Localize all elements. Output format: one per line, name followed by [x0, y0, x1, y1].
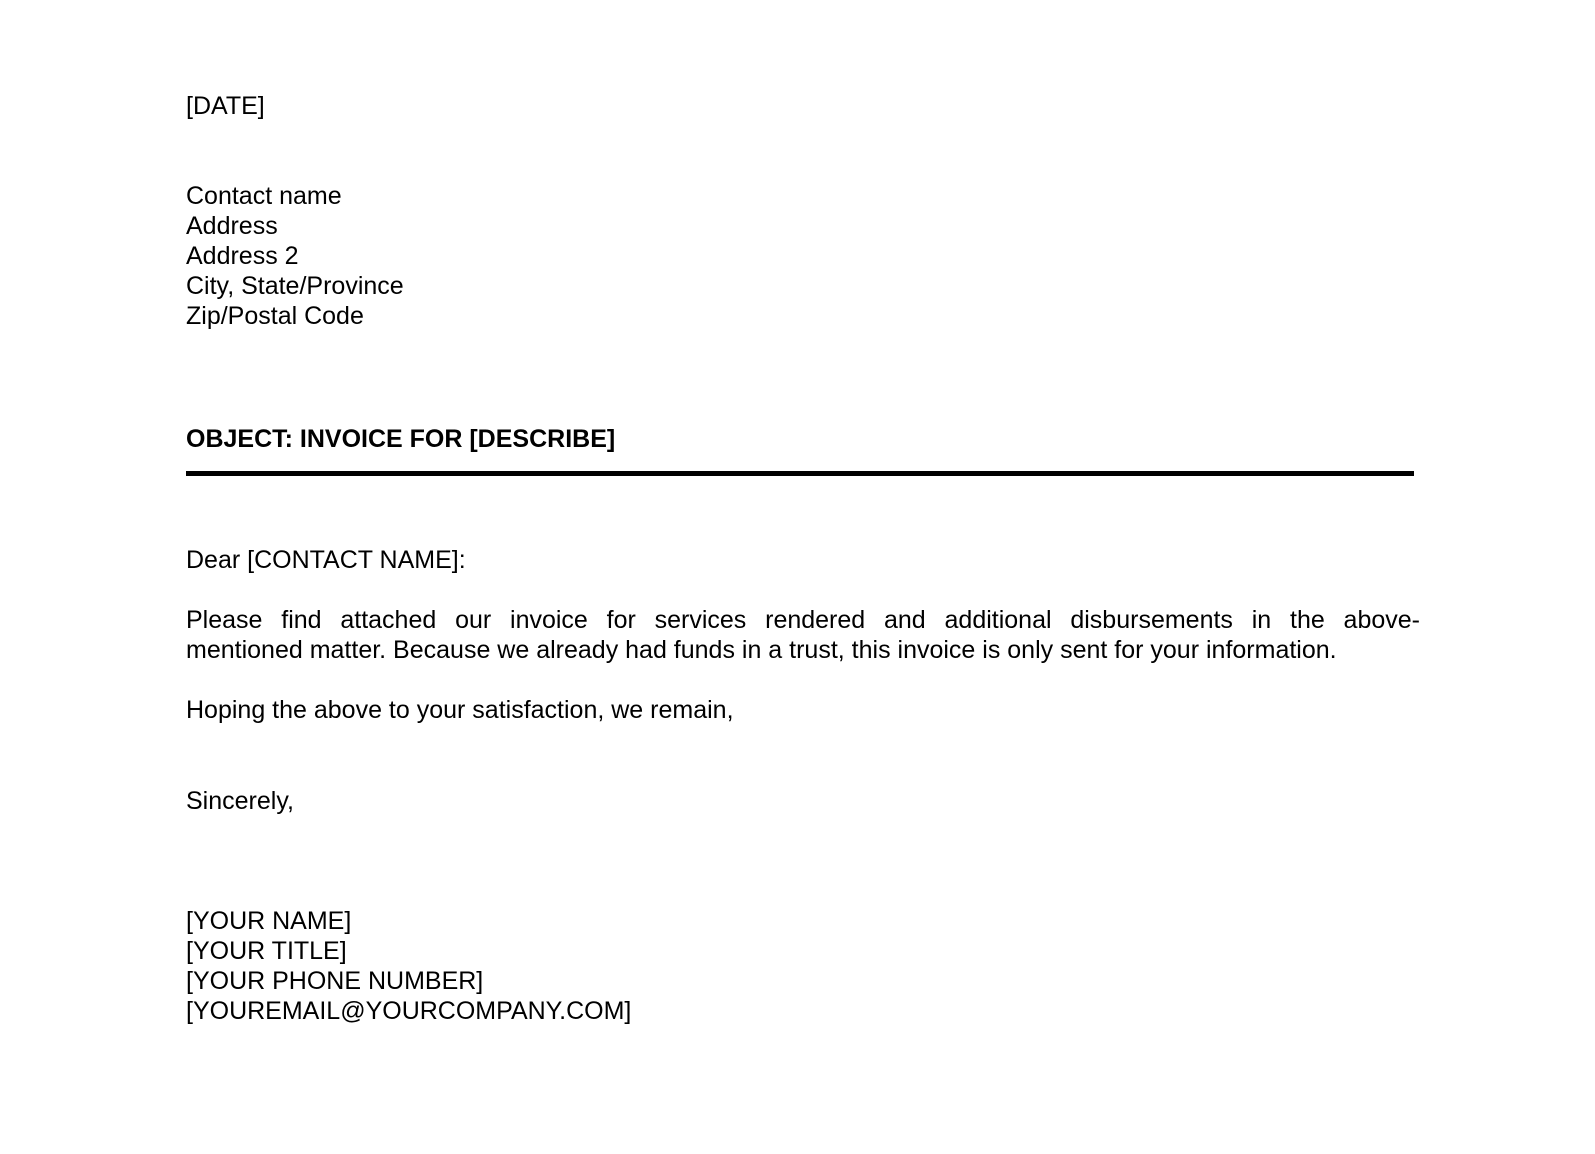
recipient-zip: Zip/Postal Code [186, 302, 364, 330]
letter-body-paragraph [186, 605, 1420, 665]
letter-closing-line: Hoping the above to your satisfaction, we remain, [186, 696, 734, 724]
letter-subject: OBJECT: INVOICE FOR [DESCRIBE] [186, 425, 616, 453]
signature-name: [YOUR NAME] [186, 907, 352, 935]
signature-email: [YOUREMAIL@YOURCOMPANY.COM] [186, 997, 632, 1025]
recipient-address-block [186, 181, 404, 331]
signature-block [186, 906, 631, 1026]
body-line-2: mentioned matter. Because we already had funds in a trust, this invoice is only sent for your information. [186, 636, 1337, 664]
recipient-contact-name: Contact name [186, 182, 342, 210]
letter-signoff: Sincerely, [186, 787, 294, 815]
recipient-address-2: Address 2 [186, 242, 299, 270]
signature-phone: [YOUR PHONE NUMBER] [186, 967, 484, 995]
letter-salutation: Dear [CONTACT NAME]: [186, 546, 466, 574]
subject-divider [186, 471, 1414, 476]
signature-title: [YOUR TITLE] [186, 937, 347, 965]
recipient-address: Address [186, 212, 278, 240]
body-line-1: Please find attached our invoice for services rendered and additional disbursements in the above- [186, 606, 1420, 634]
recipient-city-state: City, State/Province [186, 272, 404, 300]
letter-date: [DATE] [186, 92, 265, 120]
